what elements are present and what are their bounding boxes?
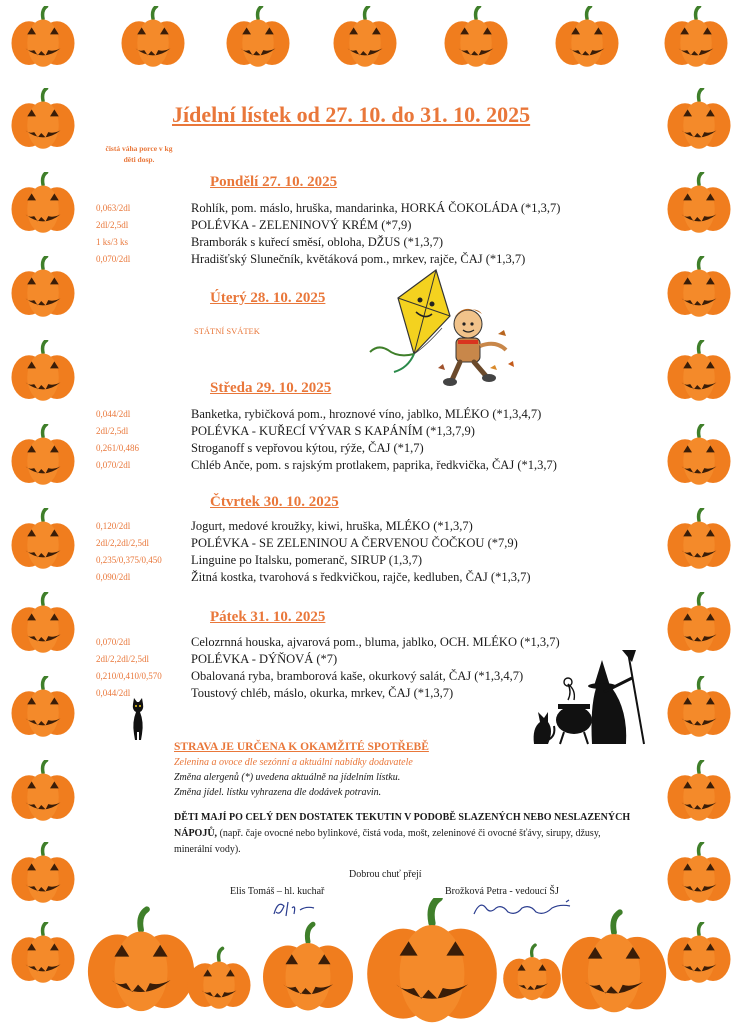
pumpkin-icon [8, 922, 78, 984]
day-heading-thursday: Čtvrtek 30. 10. 2025 [210, 494, 339, 510]
portion-size: 0,044/2dl [96, 409, 131, 419]
pumpkin-icon [223, 6, 293, 68]
portion-size: 0,090/2dl [96, 572, 131, 582]
meal-item: POLÉVKA - SE ZELENINOU A ČERVENOU ČOČKOU (*7,9) [191, 536, 518, 550]
day-heading-tuesday: Úterý 28. 10. 2025 [210, 290, 326, 306]
pumpkin-icon [556, 906, 672, 1020]
pumpkin-icon [8, 256, 78, 318]
portion-size: 0,070/2dl [96, 637, 131, 647]
portion-size: 0,210/0,410/0,570 [96, 671, 162, 681]
pumpkin-icon [664, 340, 734, 402]
supplier-note: Zelenina a ovoce dle sezónní a aktuální nabídky dodavatele [174, 757, 413, 768]
cook-signature [270, 896, 318, 920]
meal-item: Chléb Ančе, pom. s rajským protlakem, paprika, ředkvička, ČAJ (*1,3,7) [191, 458, 557, 472]
pumpkin-icon [664, 256, 734, 318]
portion-size: 0,120/2dl [96, 521, 131, 531]
meal-item: Obalovaná ryba, bramborová kaše, okurkový salát, ČAJ (*1,3,4,7) [191, 669, 524, 683]
meal-item: Jogurt, medové kroužky, kiwi, hruška, MLÉKO (*1,3,7) [191, 519, 473, 533]
meal-item: Rohlík, pom. máslo, hruška, mandarinka, HORKÁ ČOKOLÁDA (*1,3,7) [191, 201, 561, 215]
pumpkin-icon [8, 592, 78, 654]
pumpkin-icon [664, 508, 734, 570]
head-cook: Elis Tomáš – hl. kuchař [230, 886, 325, 897]
pumpkin-icon [664, 592, 734, 654]
day-heading-wednesday: Středa 29. 10. 2025 [210, 380, 332, 396]
meal-item: Stroganoff s vepřovou kýtou, rýže, ČAJ (*1,7) [191, 441, 424, 455]
pumpkin-icon [184, 944, 254, 1014]
portion-size: 2dl/2,5dl [96, 426, 129, 436]
pumpkin-icon [8, 760, 78, 822]
notes-block [174, 740, 644, 800]
pumpkin-icon [664, 88, 734, 150]
portion-size: 0,235/0,375/0,450 [96, 555, 162, 565]
kite-boy-illustration [368, 268, 520, 394]
day-heading-friday: Pátek 31. 10. 2025 [210, 609, 326, 625]
portion-size: 0,261/0,486 [96, 443, 140, 453]
portion-size: 2dl/2,2dl/2,5dl [96, 538, 150, 548]
pumpkin-icon [664, 676, 734, 738]
meal-item: Žitná kostka, tvarohová s ředkvičkou, rajče, kedluben, ČAJ (*1,3,7) [191, 570, 531, 584]
portion-size: 2dl/2,5dl [96, 220, 129, 230]
meal-item: POLÉVKA - KUŘECÍ VÝVAR S KAPÁNÍM (*1,3,7,9) [191, 424, 475, 438]
menu-change-note: Změna jídel. lístku vyhrazena dle dodávek potravin. [174, 787, 382, 798]
pumpkin-icon [8, 6, 78, 68]
pumpkin-icon [8, 172, 78, 234]
pumpkin-icon [8, 340, 78, 402]
portion-weight-note [84, 143, 194, 165]
consumption-notice: STRAVA JE URČENA K OKAMŽITÉ SPOTŘEBĚ [174, 741, 429, 753]
drinks-note [174, 810, 634, 858]
drinks-note-bold: DĚTI MAJÍ PO CELÝ DEN DOSTATEK TEKUTIN V PODOBĚ SLAZENÝCH NEBO NESLAZENÝCH NÁPOJŮ, [174, 812, 631, 839]
pumpkin-icon [664, 172, 734, 234]
canteen-manager: Brožková Petra - vedoucí ŠJ [445, 886, 559, 897]
meal-item: Bramborák s kuřecí směsí, obloha, DŽUS (*1,3,7) [191, 235, 444, 249]
pumpkin-icon [8, 842, 78, 904]
pumpkin-icon [118, 6, 188, 68]
pumpkin-icon [8, 508, 78, 570]
drinks-note-text: (např. čaje ovocné nebo bylinkové, čistá voda, mošt, zeleninové či ovocné šťávy, sirupy, džusy, minerální vody). [174, 828, 601, 855]
pumpkin-icon [664, 842, 734, 904]
pumpkin-icon [664, 424, 734, 486]
pumpkin-icon [664, 922, 734, 984]
pumpkin-icon [8, 676, 78, 738]
greeting: Dobrou chuť přejí [349, 869, 422, 880]
portion-weight-note-line2: děti dosp. [123, 155, 155, 164]
pumpkin-icon [441, 6, 511, 68]
meal-item: Banketka, rybičková pom., hroznové víno, jablko, MLÉKO (*1,3,4,7) [191, 407, 542, 421]
black-cat-illustration [130, 698, 146, 740]
portion-size: 0,070/2dl [96, 460, 131, 470]
holiday-note: STÁTNÍ SVÁTEK [194, 326, 260, 336]
pumpkin-icon [8, 424, 78, 486]
portion-size: 0,070/2dl [96, 254, 131, 264]
pumpkin-icon [8, 88, 78, 150]
pumpkin-icon [661, 6, 731, 68]
pumpkin-icon [500, 938, 564, 1008]
pumpkin-icon [330, 6, 400, 68]
pumpkin-icon [258, 918, 358, 1018]
meal-item: Hradišťský Slunečník, květáková pom., mrkev, rajče, ČAJ (*1,3,7) [191, 252, 526, 266]
page-title: Jídelní lístek od 27. 10. do 31. 10. 2025 [172, 102, 531, 127]
pumpkin-icon [552, 6, 622, 68]
meal-item: POLÉVKA - ZELENINOVÝ KRÉM (*7,9) [191, 218, 412, 232]
portion-size: 0,044/2dl [96, 688, 131, 698]
meal-item: Toustový chléb, máslo, okurka, mrkev, ČAJ (*1,3,7) [191, 686, 454, 700]
pumpkin-icon [664, 760, 734, 822]
portion-weight-note-line1: čistá váha porce v kg [105, 144, 173, 153]
day-heading-monday: Pondělí 27. 10. 2025 [210, 174, 338, 190]
meal-item: POLÉVKA - DÝŇOVÁ (*7) [191, 652, 338, 666]
pumpkin-icon [82, 906, 200, 1016]
meal-item: Linguine po Italsku, pomeranč, SIRUP (1,3,7) [191, 553, 423, 567]
witch-cauldron-illustration [532, 648, 654, 748]
manager-signature [470, 898, 580, 920]
portion-size: 1 ks/3 ks [96, 237, 129, 247]
portion-size: 0,063/2dl [96, 203, 131, 213]
portion-size: 2dl/2,2dl/2,5dl [96, 654, 150, 664]
meal-item: Celozrnná houska, ajvarová pom., bluma, jablko, OCH. MLÉKO (*1,3,7) [191, 635, 560, 649]
allergen-note: Změna alergenů (*) uvedena aktuálně na jídelním lístku. [174, 772, 401, 783]
